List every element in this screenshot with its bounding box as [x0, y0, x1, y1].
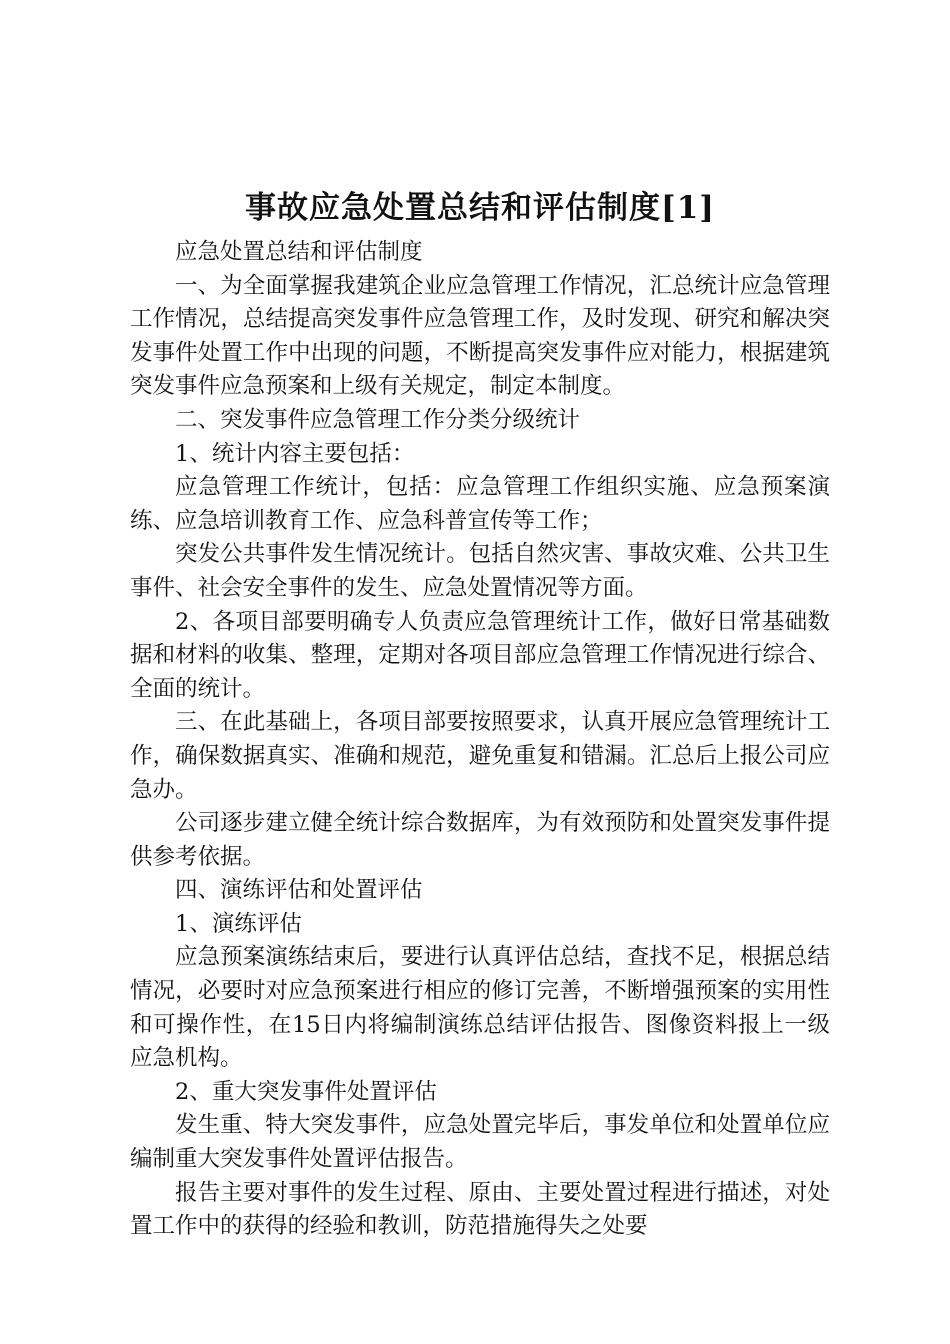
- paragraph-management-stats: 应急管理工作统计，包括：应急管理工作组织实施、应急预案演练、应急培训教育工作、应急科普宣传等工作；: [130, 474, 830, 534]
- paragraph-drill-evaluation-heading: 1、演练评估: [175, 910, 302, 937]
- paragraph-major-event: 发生重、特大突发事件，应急处置完毕后，事发单位和处置单位应编制重大突发事件处置评估报告。: [130, 1112, 830, 1173]
- paragraph-section-4-heading: 四、演练评估和处置评估: [175, 877, 423, 904]
- paragraph-stat-content-heading: 1、统计内容主要包括：: [175, 440, 415, 467]
- paragraph-major-event-heading: 2、重大突发事件处置评估: [175, 1078, 437, 1105]
- document-page: [130, 186, 830, 1244]
- paragraph-section-1: 一、为全面掌握我建筑企业应急管理工作情况，汇总统计应急管理工作情况，总结提高突发事件应急管理工作，及时发现、研究和解决突发事件处置工作中出现的问题，不断提高突发事件应对能力，根据建筑突发事件应急预案和上级有关规定，制定本制度。: [130, 272, 830, 400]
- paragraph-project-responsibility: 2、各项目部要明确专人负责应急管理统计工作，做好日常基础数据和材料的收集、整理，定期对各项目部应急管理工作情况进行综合、全面的统计。: [130, 608, 830, 702]
- paragraph-subtitle: 应急处置总结和评估制度: [175, 239, 423, 265]
- paragraph-section-3: 三、在此基础上，各项目部要按照要求，认真开展应急管理统计工作，确保数据真实、准确和规范，避免重复和错漏。汇总后上报公司应急办。: [130, 709, 830, 803]
- document-title: 事故应急处置总结和评估制度[1]: [245, 190, 715, 226]
- paragraph-database: 公司逐步建立健全统计综合数据库，为有效预防和处置突发事件提供参考依据。: [130, 810, 830, 870]
- paragraph-drill-evaluation: 应急预案演练结束后，要进行认真评估总结，查找不足，根据总结情况，必要时对应急预案进行相应的修订完善，不断增强预案的实用性和可操作性，在15日内将编制演练总结评估报告、图像资料报上一级应急机构。: [130, 944, 830, 1072]
- paragraph-section-2-heading: 二、突发事件应急管理工作分类分级统计: [175, 406, 581, 433]
- paragraph-public-events-stats: 突发公共事件发生情况统计。包括自然灾害、事故灾难、公共卫生事件、社会安全事件的发生、应急处置情况等方面。: [130, 541, 830, 601]
- paragraph-report-content: 报告主要对事件的发生过程、原由、主要处置过程进行描述，对处置工作中的获得的经验和教训，防范措施得失之处要: [130, 1179, 830, 1240]
